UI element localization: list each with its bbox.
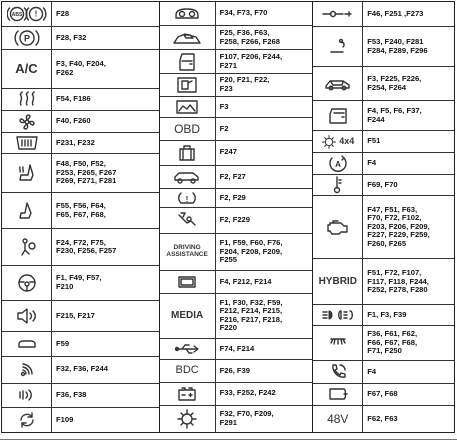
- fuse-row: [2, 26, 159, 48]
- fuse-row: [313, 26, 454, 66]
- fuse-row: [160, 405, 313, 432]
- fuse-row: [313, 130, 454, 152]
- fuse-row: [313, 304, 454, 325]
- airbag-icon: [2, 229, 52, 265]
- fuse-row: [313, 360, 454, 384]
- fuse-row: [313, 2, 454, 26]
- fuse-row: [160, 338, 313, 359]
- fuse-list: F2, F29: [219, 192, 246, 202]
- fuse-list: F3: [219, 101, 229, 111]
- fuse-row: [160, 140, 313, 165]
- fuse-row: [2, 49, 159, 88]
- svg-text:ABS: ABS: [11, 12, 22, 19]
- fuse-list: F46, F251 ,F273: [367, 8, 424, 18]
- fuse-row: [160, 2, 313, 25]
- battery-icon: [160, 383, 216, 405]
- fuse-row: [2, 2, 159, 26]
- trailer-hitch-icon: [313, 2, 363, 26]
- fuse-row: [313, 383, 454, 405]
- fuse-list: F67, F68: [367, 389, 398, 399]
- fuse-list: F47, F51, F63, F70, F72, F102, F203, F206, F209, F227, F229, F259, F260, F265: [367, 204, 430, 249]
- fuse-row: [2, 88, 159, 110]
- fuse-row: [160, 293, 313, 339]
- fuse-row: [160, 96, 313, 117]
- fuse-list: F48, F50, F52, F253, F265, F267 F269, F271, F281: [56, 158, 117, 186]
- footer-divider: [0, 439, 457, 440]
- tow-hook-icon: [313, 27, 363, 66]
- auto-start-stop-icon: [313, 153, 363, 174]
- fuse-row: [160, 382, 313, 405]
- door-icon: [160, 50, 216, 72]
- rear-window-heater-icon: [2, 133, 52, 153]
- fuse-row: [313, 66, 454, 100]
- headlight-icon: [313, 305, 363, 325]
- fuse-row: [160, 49, 313, 72]
- fuse-list: F24, F72, F75, F230, F256, F257: [56, 237, 117, 256]
- fuse-list: F51: [367, 136, 381, 146]
- svg-text:P: P: [23, 33, 30, 44]
- media-icon: [160, 294, 216, 339]
- 48v-icon: [313, 406, 363, 432]
- fuse-list: F28, F32: [56, 32, 87, 42]
- fuse-list: F107, F206, F244, F271: [219, 51, 283, 70]
- fuse-list: F55, F56, F64, F65, F67, F68,: [56, 200, 106, 219]
- fuse-list: F25, F36, F63, F258, F266, F268: [219, 28, 280, 46]
- fuse-list: F4, F212, F214: [219, 276, 272, 286]
- fuse-column-3: [312, 2, 454, 432]
- icon-label: 48V: [327, 411, 349, 426]
- fuse-list: F74, F214: [219, 343, 255, 353]
- fuse-row: [2, 356, 159, 383]
- usb-icon: [160, 339, 216, 359]
- fuse-row: [2, 132, 159, 153]
- fuse-list: F1, F3, F39: [367, 309, 407, 319]
- fuse-row: [160, 270, 313, 292]
- abs-brake-warning-icon: [2, 2, 52, 26]
- svg-text:!: !: [185, 195, 189, 205]
- speaker-icon: [2, 301, 52, 332]
- wireless-icon: [2, 357, 52, 383]
- luggage-icon: [160, 141, 216, 165]
- fan-icon: [2, 111, 52, 132]
- fuse-list: F247: [219, 147, 237, 157]
- hybrid-icon: [313, 259, 363, 304]
- fuse-list: F69, F70: [367, 179, 398, 189]
- icon-label: HYBRID: [318, 275, 357, 287]
- display-icon: [160, 271, 216, 292]
- keyfob-icon: [160, 208, 216, 232]
- window-icon: [313, 101, 363, 130]
- fuse-row: [313, 405, 454, 432]
- svg-text:!: !: [34, 9, 37, 19]
- heated-seat-icon: [2, 154, 52, 192]
- fuse-row: [160, 233, 313, 271]
- fuse-row: [160, 165, 313, 188]
- fuse-list: F54, F186: [56, 93, 91, 103]
- ac-icon: [2, 50, 52, 88]
- thermometer-icon: [313, 175, 363, 195]
- control-unit-icon: [160, 406, 216, 432]
- fuse-row: [2, 192, 159, 228]
- fuse-row: [2, 110, 159, 132]
- instrument-cluster-icon: [160, 2, 216, 25]
- parking-brake-icon: [2, 27, 52, 48]
- svg-text:A: A: [334, 159, 341, 169]
- fuse-row: [313, 325, 454, 359]
- sync-icon: [2, 408, 52, 432]
- fuse-list: F2, F27: [219, 171, 246, 181]
- light-icon: [313, 326, 363, 359]
- steering-wheel-icon: [2, 266, 52, 299]
- fuse-row: [160, 73, 313, 96]
- fuse-row: [160, 207, 313, 232]
- car-top-icon: [313, 67, 363, 100]
- nfc-icon: [2, 384, 52, 407]
- fuse-row: [313, 258, 454, 304]
- fuse-table: [1, 1, 455, 433]
- fuse-list: F3, F225, F226, F254, F264: [367, 74, 422, 92]
- bdc-icon: [160, 360, 216, 381]
- fuse-list: F1, F49, F57, F210: [56, 273, 102, 292]
- fuse-list: F59: [56, 338, 70, 348]
- fuse-list: F34, F73, F70: [219, 8, 268, 18]
- rear-defroster-icon: [2, 89, 52, 110]
- fuse-list: F2, F229: [219, 215, 250, 225]
- phone-icon: [313, 361, 363, 384]
- fuse-list: F33, F252, F242: [219, 388, 276, 398]
- driving-assistance-icon: [160, 234, 216, 271]
- icon-label: DRIVING ASSISTANCE: [166, 244, 208, 258]
- camera-display-icon: [160, 97, 216, 117]
- fuse-list: F4: [367, 366, 377, 376]
- seat-icon: [2, 193, 52, 228]
- engine-icon: [313, 196, 363, 258]
- fuse-row: [160, 359, 313, 381]
- icon-label: BDC: [175, 364, 199, 377]
- fuse-list: F28: [56, 8, 70, 18]
- fuse-row: [313, 195, 454, 258]
- icon-label: OBD: [174, 121, 201, 136]
- fuse-list: F36, F61, F62, F66, F67, F68, F71, F250: [367, 328, 418, 356]
- obd-icon: [160, 118, 216, 139]
- fuse-list: F4, F5, F6, F37, F244: [367, 106, 422, 124]
- fuse-list: F36, F38: [56, 389, 87, 399]
- fuse-row: [2, 300, 159, 332]
- fuse-row: [2, 407, 159, 432]
- fuse-list: F32, F70, F209, F291: [219, 409, 274, 427]
- fuse-list: F231, F232: [56, 137, 95, 147]
- mirror-icon: [313, 384, 363, 405]
- fuse-list: F109: [56, 414, 74, 424]
- fuel-door-icon: [160, 74, 216, 96]
- fuse-column-2: [159, 2, 313, 432]
- fuse-row: [313, 174, 454, 195]
- fuse-list: F53, F240, F281 F284, F289, F296: [367, 37, 428, 55]
- fuse-row: [2, 228, 159, 265]
- fuse-row: [2, 331, 159, 355]
- fuse-list: F3, F40, F204, F262: [56, 58, 106, 77]
- fuse-row: [2, 153, 159, 192]
- fuse-list: F1, F30, F32, F59, F212, F214, F215, F216, F217, F218, F220: [219, 297, 283, 333]
- fuse-row: [160, 25, 313, 49]
- fuse-row: [2, 265, 159, 299]
- fuse-row: [160, 117, 313, 139]
- icon-label: MEDIA: [170, 309, 204, 321]
- icon-label: A/C: [15, 60, 38, 76]
- tire-pressure-icon: [160, 189, 216, 207]
- 4x4-icon: [313, 131, 363, 152]
- vehicle-icon: [160, 166, 216, 188]
- fuse-list: F32, F36, F244: [56, 364, 108, 374]
- fuse-row: [313, 100, 454, 130]
- fuse-list: F40, F260: [56, 116, 91, 126]
- fuse-column-1: [2, 2, 159, 432]
- fuse-list: F1, F59, F60, F76, F204, F208, F209, F255: [219, 238, 283, 265]
- sunroof-icon: [160, 26, 216, 49]
- fuse-row: [313, 152, 454, 174]
- interior-light-icon: [2, 332, 52, 355]
- fuse-row: [2, 383, 159, 407]
- fuse-list: F51, F72, F107, F117, F118, F244, F252, F278, F280: [367, 267, 429, 295]
- icon-label: 4x4: [339, 135, 355, 146]
- fuse-list: F4: [367, 158, 377, 168]
- fuse-row: [160, 188, 313, 207]
- fuse-list: F26, F39: [219, 365, 250, 375]
- fuse-list: F215, F217: [56, 310, 95, 320]
- fuse-list: F2: [219, 123, 229, 133]
- fuse-list: F20, F21, F22, F23: [219, 75, 270, 93]
- fuse-list: F62, F63: [367, 413, 398, 423]
